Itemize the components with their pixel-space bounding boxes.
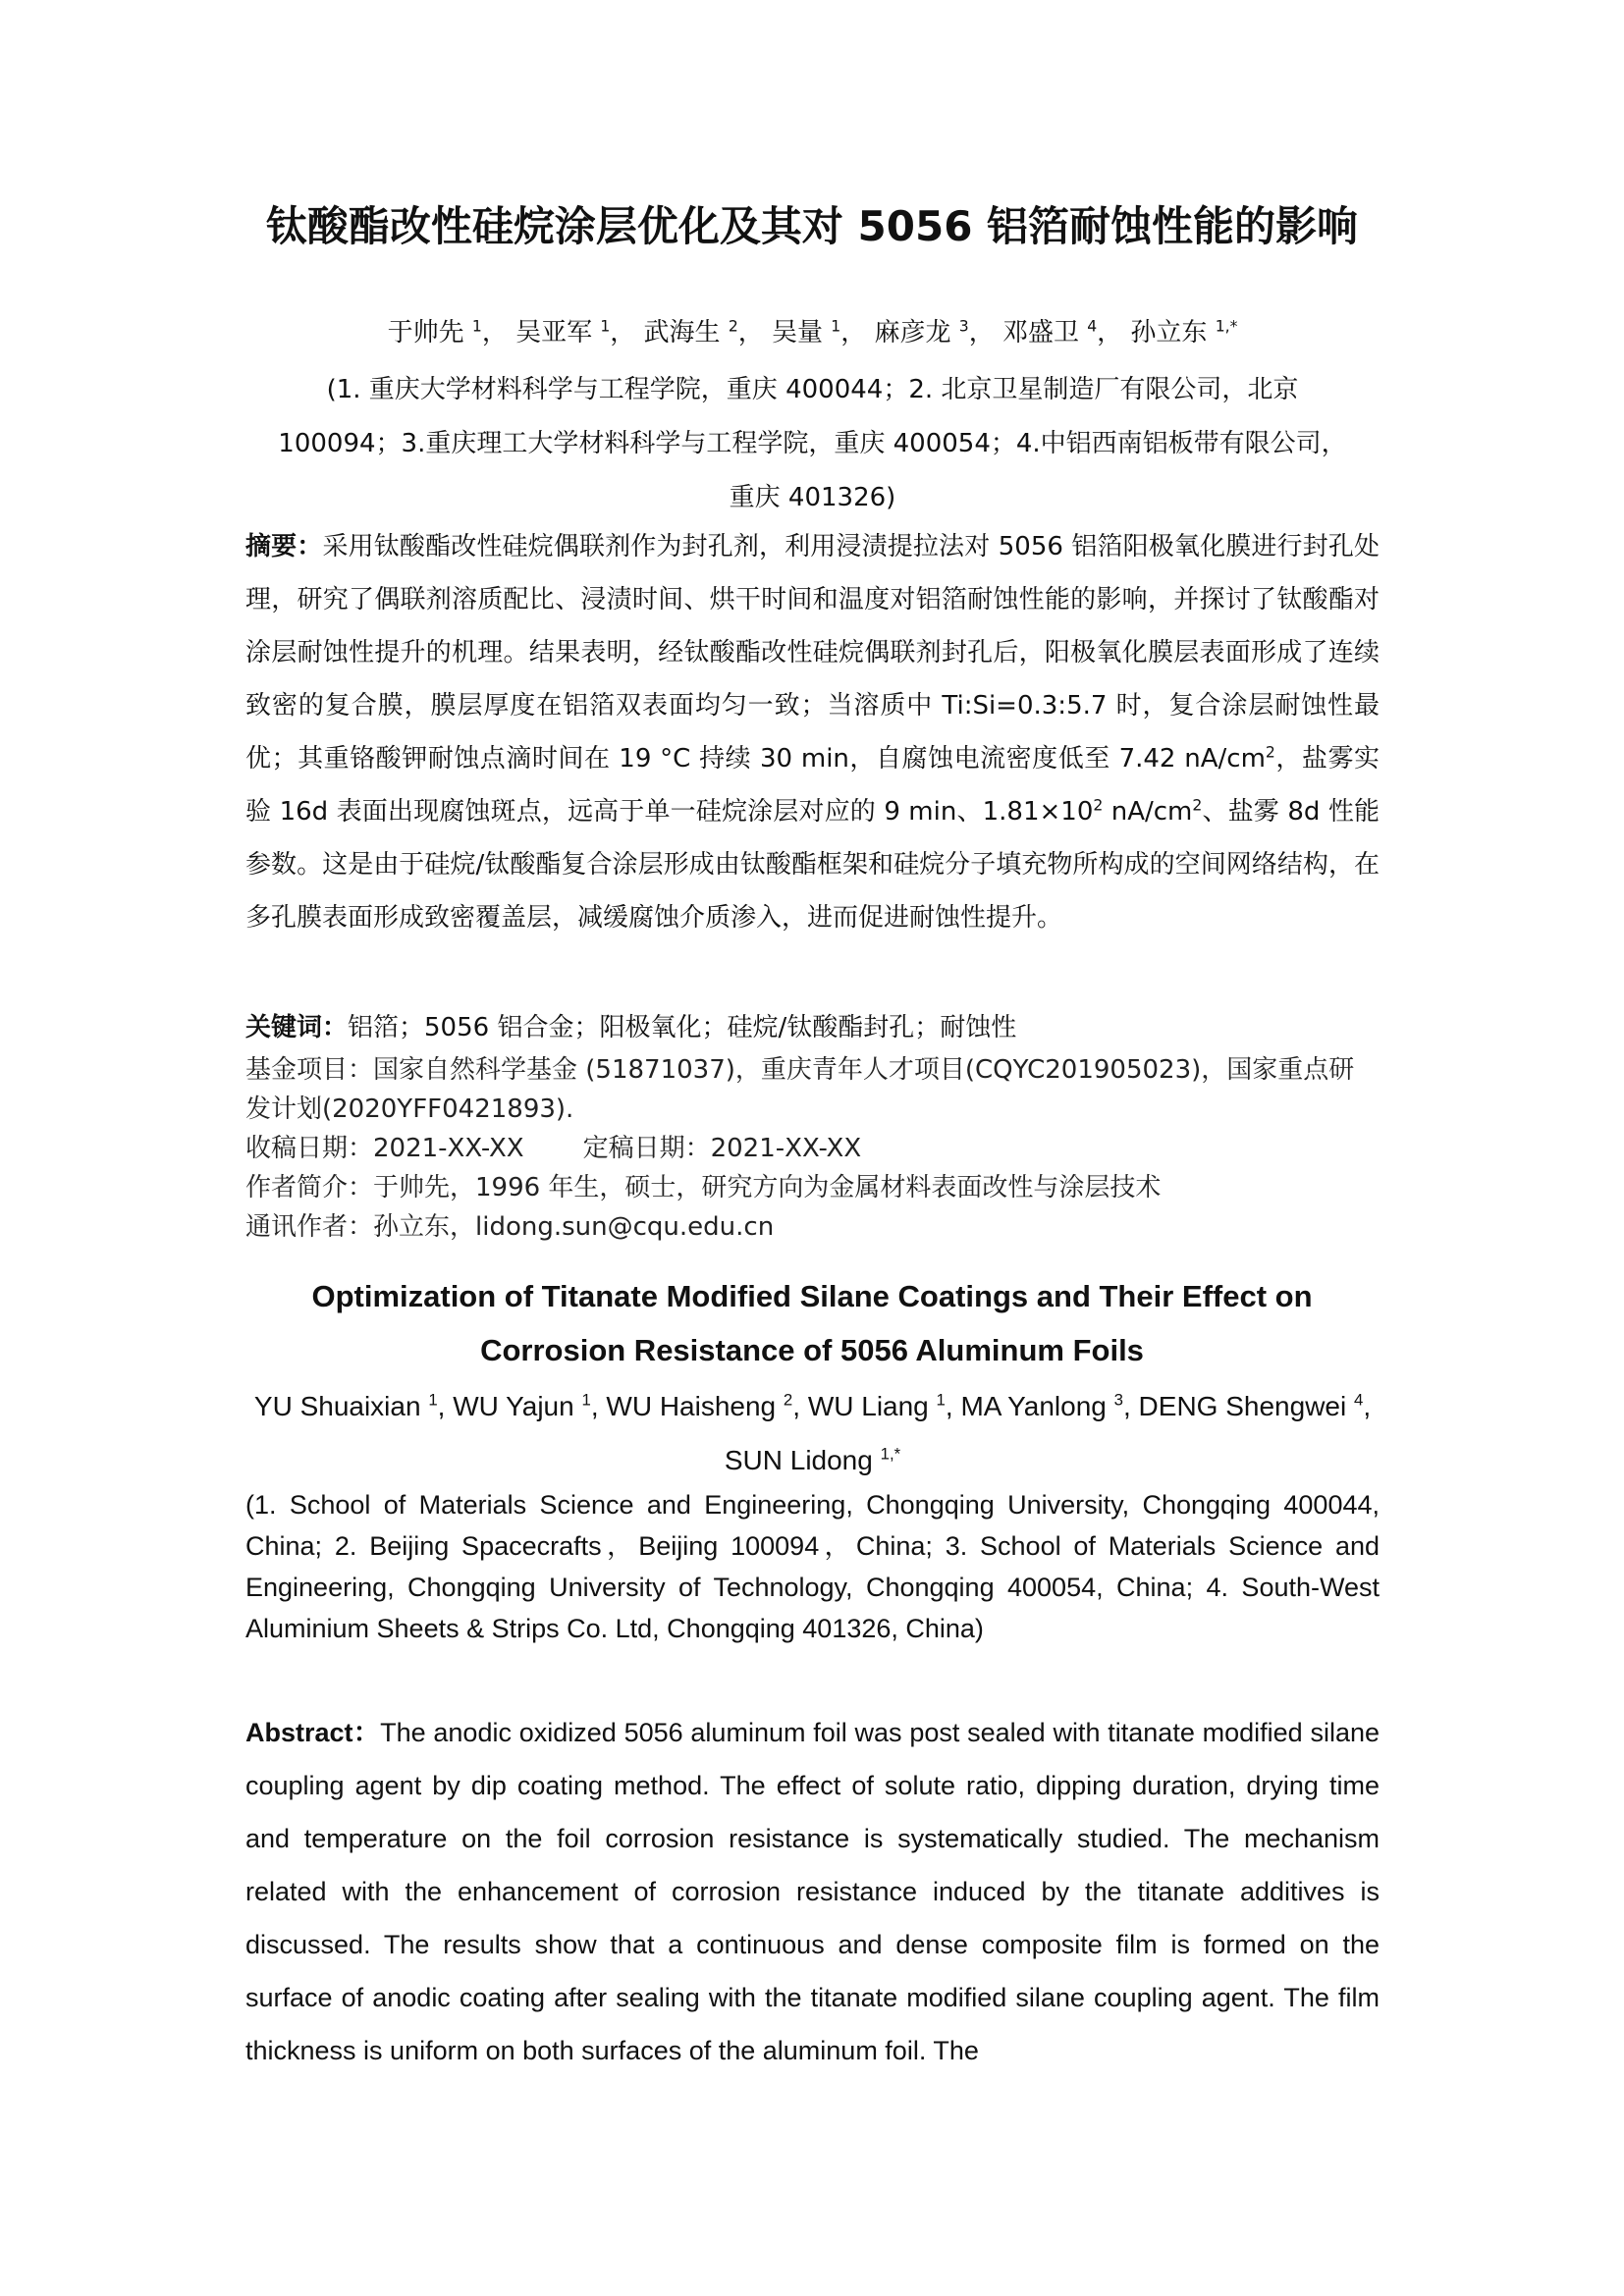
- affiliation-cn-line: 100094；3.重庆理工大学材料科学与工程学院，重庆 400054；4.中铝西南铝板带有限公司，: [278, 429, 1347, 458]
- author-cn: 于帅先 $^1$: [387, 317, 482, 347]
- abstract-en-text: The anodic oxidized 5056 aluminum foil was post sealed with titanate modified silane coupling agent by dip coating method. The effect of solute ratio, dipping duration, drying time and temperature on the foil corrosion resistance is systematically studied. The mechanism related with the enhancement of corrosion resistance induced by the titanate additives is discussed. The results show that a continuous and dense composite film is formed on the surface of anodic coating after sealing with the titanate modified silane coupling agent. The film thickness is uniform on both surfaces of the aluminum foil. The: [245, 1718, 1380, 2065]
- author-en: WU Haisheng $^2$: [606, 1390, 793, 1421]
- abstract-en: [245, 1706, 1380, 2077]
- authors-en: YU Shuaixian $^1$, WU Yajun $^1$, WU Haisheng $^2$, WU Liang $^1$, MA Yanlong $^3$, DENG Shengwei $^4$, SUN Lidong $^{1,*}$: [253, 1390, 1372, 1475]
- author-cn: 麻彦龙 $^3$: [874, 317, 969, 347]
- affiliation-cn-line: 重庆 401326): [729, 483, 896, 512]
- dates: [245, 1129, 1380, 1168]
- accepted-date: 定稿日期：2021-XX-XX: [582, 1134, 862, 1163]
- title-cn: 钛酸酯改性硅烷涂层优化及其对 5056 铝箔耐蚀性能的影响: [265, 202, 1359, 250]
- affiliation-cn-line: (1. 重庆大学材料科学与工程学院，重庆 400044；2. 北京卫星制造厂有限公司，北京: [326, 375, 1299, 404]
- affiliation-en: (1. School of Materials Science and Engineering, Chongqing University, Chongqing 400044, China; 2. Beijing Spacecrafts，Beijing 100094，China; 3. School of Materials Science and Engineering, Chongqing University of Technology, Chongqing 400054, China; 4. South-West Aluminium Sheets & Strips Co. Ltd, Chongqing 401326, China): [245, 1490, 1380, 1643]
- author-en: MA Yanlong $^3$: [960, 1390, 1123, 1421]
- author-cn: 邓盛卫 $^4$: [1001, 317, 1098, 347]
- author-cn: 吴亚军 $^1$: [515, 317, 611, 347]
- author-bio: 作者简介：于帅先，1996 年生，硕士，研究方向为金属材料表面改性与涂层技术: [245, 1173, 1162, 1202]
- author-cn: 吴量 $^1$: [772, 317, 841, 347]
- article-metadata: [245, 1050, 1380, 1247]
- author-en: WU Yajun $^1$: [453, 1390, 591, 1421]
- abstract-en-label: Abstract：: [245, 1718, 381, 1747]
- title-en-line: Optimization of Titanate Modified Silane Coatings and Their Effect on: [311, 1279, 1313, 1313]
- received-date: 收稿日期：2021-XX-XX: [245, 1134, 524, 1163]
- authors-cn: 于帅先 $^1$， 吴亚军 $^1$， 武海生 $^2$， 吴量 $^1$， 麻彦龙 $^3$， 邓盛卫 $^4$， 孙立东 $^{1,*}$: [387, 317, 1238, 347]
- author-en: WU Liang $^1$: [807, 1390, 946, 1421]
- author-en: YU Shuaixian $^1$: [253, 1390, 438, 1421]
- author-cn: 孙立东 $^{1,*}$: [1130, 317, 1238, 347]
- title-en-line: Corrosion Resistance of 5056 Aluminum Foils: [480, 1333, 1144, 1367]
- author-en: DENG Shengwei $^4$: [1138, 1390, 1364, 1421]
- author-en: SUN Lidong $^{1,*}$: [724, 1444, 901, 1475]
- author-cn: 武海生 $^2$: [643, 317, 738, 347]
- corresponding-author: 通讯作者：孙立东，lidong.sun@cqu.edu.cn: [245, 1212, 775, 1242]
- keywords-cn-text: 铝箔；5056 铝合金；阳极氧化；硅烷/钛酸酯封孔；耐蚀性: [348, 1013, 1017, 1042]
- abstract-cn-label: 摘要：: [245, 532, 323, 561]
- title-en: [196, 1269, 1428, 1377]
- keywords-cn: [245, 1003, 1380, 1052]
- affiliation-cn: [245, 363, 1380, 525]
- keywords-cn-label: 关键词：: [245, 1013, 349, 1042]
- fund-info: 基金项目：国家自然科学基金 (51871037)，重庆青年人才项目(CQYC201905023)，国家重点研发计划(2020YFF0421893).: [245, 1055, 1355, 1124]
- abstract-cn: 摘要：采用钛酸酯改性硅烷偶联剂作为封孔剂，利用浸渍提拉法对 5056 铝箔阳极氧化膜进行封孔处理，研究了偶联剂溶质配比、浸渍时间、烘干时间和温度对铝箔耐蚀性能的影响，并探讨了钛酸酯对涂层耐蚀性提升的机理。结果表明，经钛酸酯改性硅烷偶联剂封孔后，阳极氧化膜层表面形成了连续致密的复合膜，膜层厚度在铝箔双表面均匀一致；当溶质中 Ti:Si=0.3:5.7 时，复合涂层耐蚀性最优；其重铬酸钾耐蚀点滴时间在 19 °C 持续 30 min，自腐蚀电流密度低至 7.42 $nA/cm^2$，盐雾实验 16d 表面出现腐蚀斑点，远高于单一硅烷涂层对应的 9 min、$1.81\times 10^2$ $nA/cm^2$、盐雾 8d 性能参数。这是由于硅烷/钛酸酯复合涂层形成由钛酸酯框架和硅烷分子填充物所构成的空间网络结构，在多孔膜表面形成致密覆盖层，减缓腐蚀介质渗入，进而促进耐蚀性提升。: [245, 532, 1380, 933]
